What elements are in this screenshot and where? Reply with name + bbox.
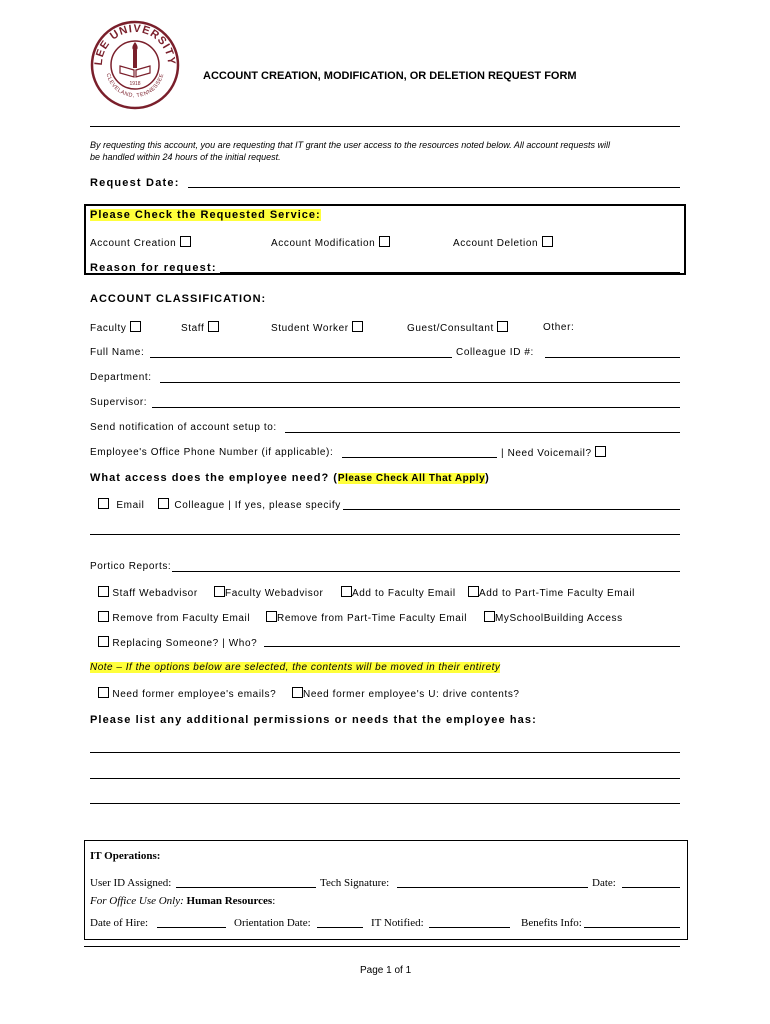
add-faculty-email-label: Add to Faculty Email bbox=[352, 588, 456, 599]
former-emails-checkbox[interactable] bbox=[98, 687, 109, 698]
university-logo bbox=[90, 20, 180, 110]
former-emails-label: Need former employee's emails? bbox=[112, 689, 277, 700]
faculty-webadvisor-option[interactable] bbox=[214, 586, 323, 599]
benefits-info-field[interactable] bbox=[584, 927, 680, 928]
remove-faculty-email-option[interactable] bbox=[98, 611, 250, 624]
orientation-date-label: Orientation Date: bbox=[234, 917, 311, 929]
former-emails-option[interactable] bbox=[98, 687, 276, 700]
it-notified-label: IT Notified: bbox=[371, 917, 424, 929]
faculty-webadvisor-label: Faculty Webadvisor bbox=[225, 588, 324, 599]
staff-label: Staff bbox=[181, 323, 205, 334]
department-field[interactable] bbox=[160, 382, 680, 383]
add-faculty-email-checkbox[interactable] bbox=[341, 586, 352, 597]
guest-consultant-checkbox[interactable] bbox=[497, 321, 508, 332]
portico-reports-field[interactable] bbox=[172, 571, 680, 572]
form-title: ACCOUNT CREATION, MODIFICATION, OR DELETION REQUEST FORM bbox=[203, 70, 577, 82]
account-creation-label: Account Creation bbox=[90, 238, 177, 249]
replacing-who-field[interactable] bbox=[264, 646, 680, 647]
other-label: Other: bbox=[543, 322, 575, 333]
remove-pt-faculty-email-checkbox[interactable] bbox=[266, 611, 277, 622]
svg-text:LEE UNIVERSITY: LEE UNIVERSITY bbox=[92, 22, 178, 66]
email-option[interactable] bbox=[98, 498, 144, 511]
account-creation-checkbox[interactable] bbox=[180, 236, 191, 247]
staff-webadvisor-option[interactable] bbox=[98, 586, 198, 599]
supervisor-label: Supervisor: bbox=[90, 397, 148, 408]
it-notified-field[interactable] bbox=[429, 927, 510, 928]
request-date-field[interactable] bbox=[188, 187, 680, 188]
colleague-label: Colleague | If yes, please specify bbox=[174, 500, 341, 511]
additional-line-2[interactable] bbox=[90, 778, 680, 779]
need-voicemail-label: | Need Voicemail? bbox=[501, 448, 592, 459]
reason-label: Reason for request: bbox=[90, 262, 217, 274]
add-faculty-email-option[interactable] bbox=[341, 586, 456, 599]
account-modification-label: Account Modification bbox=[271, 238, 376, 249]
colleague-specify-field-2[interactable] bbox=[90, 534, 680, 535]
email-checkbox[interactable] bbox=[98, 498, 109, 509]
add-pt-faculty-email-label: Add to Part-Time Faculty Email bbox=[479, 588, 636, 599]
add-pt-faculty-email-checkbox[interactable] bbox=[468, 586, 479, 597]
access-heading-highlight: Please Check All That Apply bbox=[337, 473, 486, 484]
remove-faculty-email-label: Remove from Faculty Email bbox=[112, 613, 251, 624]
colleague-id-label: Colleague ID #: bbox=[456, 347, 534, 358]
classification-heading: ACCOUNT CLASSIFICATION: bbox=[90, 293, 267, 305]
page-number: Page 1 of 1 bbox=[360, 965, 412, 976]
send-notification-label: Send notification of account setup to: bbox=[90, 422, 277, 433]
full-name-field[interactable] bbox=[150, 357, 452, 358]
colleague-specify-field[interactable] bbox=[343, 509, 680, 510]
it-date-label: Date: bbox=[592, 877, 616, 889]
account-modification-checkbox[interactable] bbox=[379, 236, 390, 247]
note-text: Note – If the options below are selected, the contents will be moved in their entirety bbox=[90, 662, 501, 673]
send-notification-field[interactable] bbox=[285, 432, 680, 433]
replacing-checkbox[interactable] bbox=[98, 636, 109, 647]
it-date-field[interactable] bbox=[622, 887, 680, 888]
faculty-webadvisor-checkbox[interactable] bbox=[214, 586, 225, 597]
tech-signature-field[interactable] bbox=[397, 887, 588, 888]
student-worker-option[interactable] bbox=[271, 321, 363, 334]
date-of-hire-label: Date of Hire: bbox=[90, 917, 149, 929]
user-id-label: User ID Assigned: bbox=[90, 877, 172, 889]
replacing-option[interactable] bbox=[98, 636, 257, 649]
service-heading: Please Check the Requested Service: bbox=[90, 209, 321, 221]
user-id-field[interactable] bbox=[176, 887, 316, 888]
intro-line-1: By requesting this account, you are requesting that IT grant the user access to the resources noted below. All account requests will bbox=[90, 140, 610, 150]
account-deletion-label: Account Deletion bbox=[453, 238, 539, 249]
office-use-dept: Human Resources bbox=[186, 895, 273, 907]
faculty-option[interactable] bbox=[90, 321, 141, 334]
staff-option[interactable] bbox=[181, 321, 219, 334]
office-use-prefix: For Office Use Only: bbox=[90, 895, 184, 907]
myschoolbuilding-label: MySchoolBuilding Access bbox=[495, 613, 623, 624]
svg-text:CLEVELAND, TENNESSEE: CLEVELAND, TENNESSEE bbox=[104, 72, 166, 100]
account-deletion-option[interactable] bbox=[453, 236, 553, 249]
myschoolbuilding-checkbox[interactable] bbox=[484, 611, 495, 622]
full-name-label: Full Name: bbox=[90, 347, 145, 358]
student-worker-checkbox[interactable] bbox=[352, 321, 363, 332]
former-udrive-option[interactable] bbox=[292, 687, 520, 700]
tech-signature-label: Tech Signature: bbox=[320, 877, 390, 889]
guest-consultant-option[interactable] bbox=[407, 321, 508, 334]
footer-rule bbox=[84, 946, 680, 947]
it-operations-heading: IT Operations: bbox=[90, 850, 161, 862]
office-phone-field[interactable] bbox=[342, 457, 497, 458]
additional-line-1[interactable] bbox=[90, 752, 680, 753]
need-voicemail-option[interactable] bbox=[501, 446, 606, 459]
svg-text:1918: 1918 bbox=[129, 81, 141, 87]
additional-line-3[interactable] bbox=[90, 803, 680, 804]
email-label: Email bbox=[116, 500, 145, 511]
access-heading-text: What access does the employee need? ( bbox=[90, 472, 338, 484]
colleague-option[interactable] bbox=[158, 498, 341, 511]
staff-webadvisor-checkbox[interactable] bbox=[98, 586, 109, 597]
office-use-line bbox=[90, 895, 275, 907]
request-date-label: Request Date: bbox=[90, 177, 180, 189]
remove-pt-faculty-email-option[interactable] bbox=[266, 611, 467, 624]
seal-icon bbox=[90, 20, 180, 110]
faculty-label: Faculty bbox=[90, 323, 127, 334]
account-creation-option[interactable] bbox=[90, 236, 191, 249]
office-use-suffix: : bbox=[272, 895, 276, 907]
guest-consultant-label: Guest/Consultant bbox=[407, 323, 494, 334]
colleague-id-field[interactable] bbox=[545, 357, 680, 358]
office-phone-label: Employee's Office Phone Number (if applicable): bbox=[90, 447, 334, 458]
staff-checkbox[interactable] bbox=[208, 321, 219, 332]
department-label: Department: bbox=[90, 372, 152, 383]
colleague-checkbox[interactable] bbox=[158, 498, 169, 509]
additional-heading: Please list any additional permissions or needs that the employee has: bbox=[90, 714, 537, 726]
portico-reports-label: Portico Reports: bbox=[90, 561, 172, 572]
access-heading bbox=[90, 472, 490, 484]
former-udrive-label: Need former employee's U: drive contents? bbox=[303, 689, 520, 700]
access-heading-end: ) bbox=[485, 472, 490, 484]
add-pt-faculty-email-option[interactable] bbox=[468, 586, 635, 599]
account-deletion-checkbox[interactable] bbox=[542, 236, 553, 247]
account-modification-option[interactable] bbox=[271, 236, 390, 249]
reason-field[interactable] bbox=[220, 272, 680, 273]
intro-text bbox=[90, 139, 610, 163]
former-udrive-checkbox[interactable] bbox=[292, 687, 303, 698]
student-worker-label: Student Worker bbox=[271, 323, 349, 334]
orientation-date-field[interactable] bbox=[317, 927, 363, 928]
remove-pt-faculty-email-label: Remove from Part-Time Faculty Email bbox=[277, 613, 468, 624]
intro-line-2: be handled within 24 hours of the initial request. bbox=[90, 152, 281, 162]
need-voicemail-checkbox[interactable] bbox=[595, 446, 606, 457]
header-rule bbox=[90, 126, 680, 127]
replacing-label: Replacing Someone? | Who? bbox=[112, 638, 258, 649]
remove-faculty-email-checkbox[interactable] bbox=[98, 611, 109, 622]
faculty-checkbox[interactable] bbox=[130, 321, 141, 332]
date-of-hire-field[interactable] bbox=[157, 927, 226, 928]
myschoolbuilding-option[interactable] bbox=[484, 611, 623, 624]
staff-webadvisor-label: Staff Webadvisor bbox=[112, 588, 198, 599]
supervisor-field[interactable] bbox=[152, 407, 680, 408]
benefits-info-label: Benefits Info: bbox=[521, 917, 582, 929]
